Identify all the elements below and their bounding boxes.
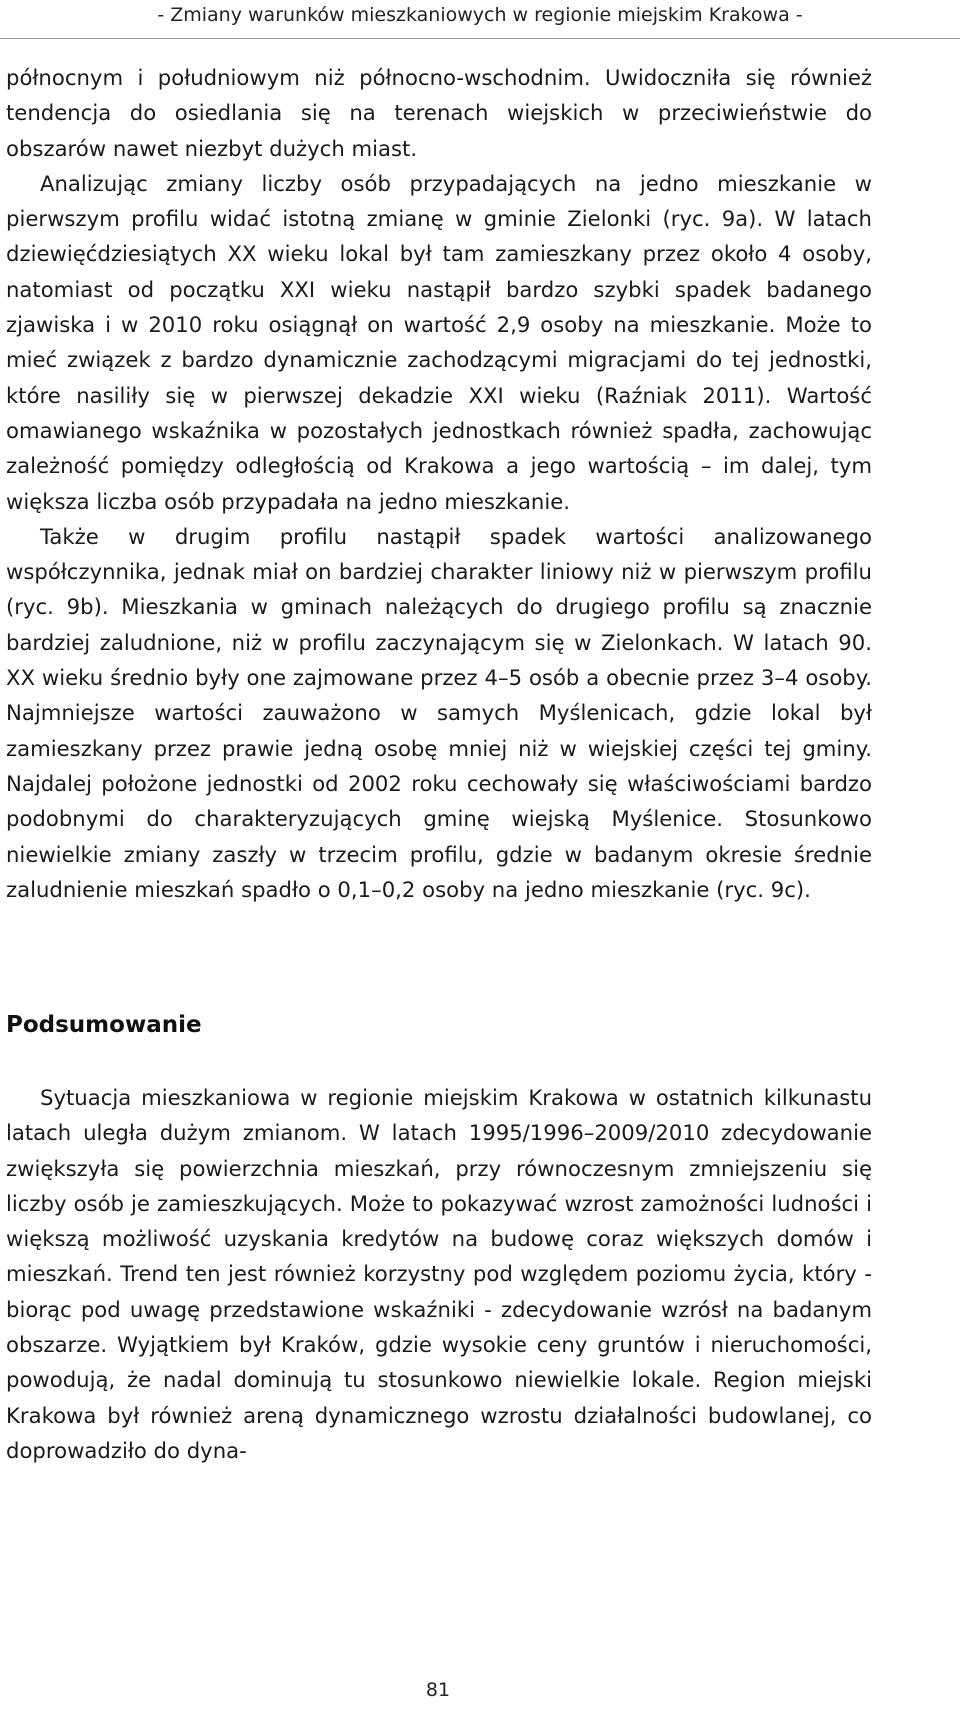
paragraph: Analizując zmiany liczby osób przypadających na jedno mieszkanie w pierwszym profilu widać istotną zmianę w gminie Zielonki (ryc. 9a). W latach dziewięćdziesiątych XX wieku lokal był tam zamieszkany przez około 4 osoby, natomiast od początku XXI wieku nastąpił bardzo szybki spadek badanego zjawiska i w 2010 roku osiągnął on wartość 2,9 osoby na mieszkanie. Może to mieć związek z bardzo dynamicznie zachodzącymi migracjami do tej jednostki, które nasiliły się w pierwszej dekadzie XXI wieku (Raźniak 2011). Wartość omawianego wskaźnika w pozostałych jednostkach również spadła, zachowując zależność pomiędzy odległością od Krakowa a jego wartością – im dalej, tym większa liczba osób przypadała na jedno mieszkanie. [6, 170, 872, 514]
paragraph: Sytuacja mieszkaniowa w regionie miejskim Krakowa w ostatnich kilkunastu latach uległa dużym zmianom. W latach 1995/1996–2009/2010 zdecydowanie zwiększyła się powierzchnia mieszkań, przy równoczesnym zmniejszeniu się liczby osób je zamieszkujących. Może to pokazywać wzrost zamożności ludności i większą możliwość uzyskania kredytów na budowę coraz większych domów i mieszkań. Trend ten jest również korzystny pod względem poziomu życia, który - biorąc pod uwagę przedstawione wskaźniki - zdecydowanie wzrósł na badanym obszarze. Wyjątkiem był Kraków, gdzie wysokie ceny gruntów i nieruchomości, powodują, że nadal dominują tu stosunkowo niewielkie lokale. Region miejski Krakowa był również areną dynamicznego wzrostu działalności budowlanej, co doprowadziło do dyna- [6, 1085, 872, 1463]
paragraph: Także w drugim profilu nastąpił spadek wartości analizowanego współczynnika, jednak miał on bardziej charakter liniowy niż w pierwszym profilu (ryc. 9b). Mieszkania w gminach należących do drugiego profilu są znacznie bardziej zaludnione, niż w profilu zaczynającym się w Zielonkach. W latach 90. XX wieku średnio były one zajmowane przez 4–5 osób a obecnie przez 3–4 osoby. Najmniejsze wartości zauważono w samych Myślenicach, gdzie lokal był zamieszkany przez prawie jedną osobę mniej niż w wiejskiej części tej gminy. Najdalej położone jednostki od 2002 roku cechowały się właściwościami bardzo podobnymi do charakteryzujących gminę wiejską Myślenice. Stosunkowo niewielkie zmiany zaszły w trzecim profilu, gdzie w badanym okresie średnie zaludnienie mieszkań spadło o 0,1–0,2 osoby na jedno mieszkanie (ryc. 9c). [6, 523, 872, 902]
body-text [6, 60, 872, 907]
summary-text [6, 1080, 872, 1468]
section-heading: Podsumowanie [6, 1012, 202, 1038]
running-header [0, 0, 960, 39]
running-title: - Zmiany warunków mieszkaniowych w regionie miejskim Krakowa - [157, 4, 803, 26]
page-number: 81 [425, 1679, 451, 1701]
paragraph: północnym i południowym niż północno-wschodnim. Uwidoczniła się również tendencja do osiedlania się na terenach wiejskich w przeciwieństwie do obszarów nawet niezbyt dużych miast. [6, 65, 872, 161]
